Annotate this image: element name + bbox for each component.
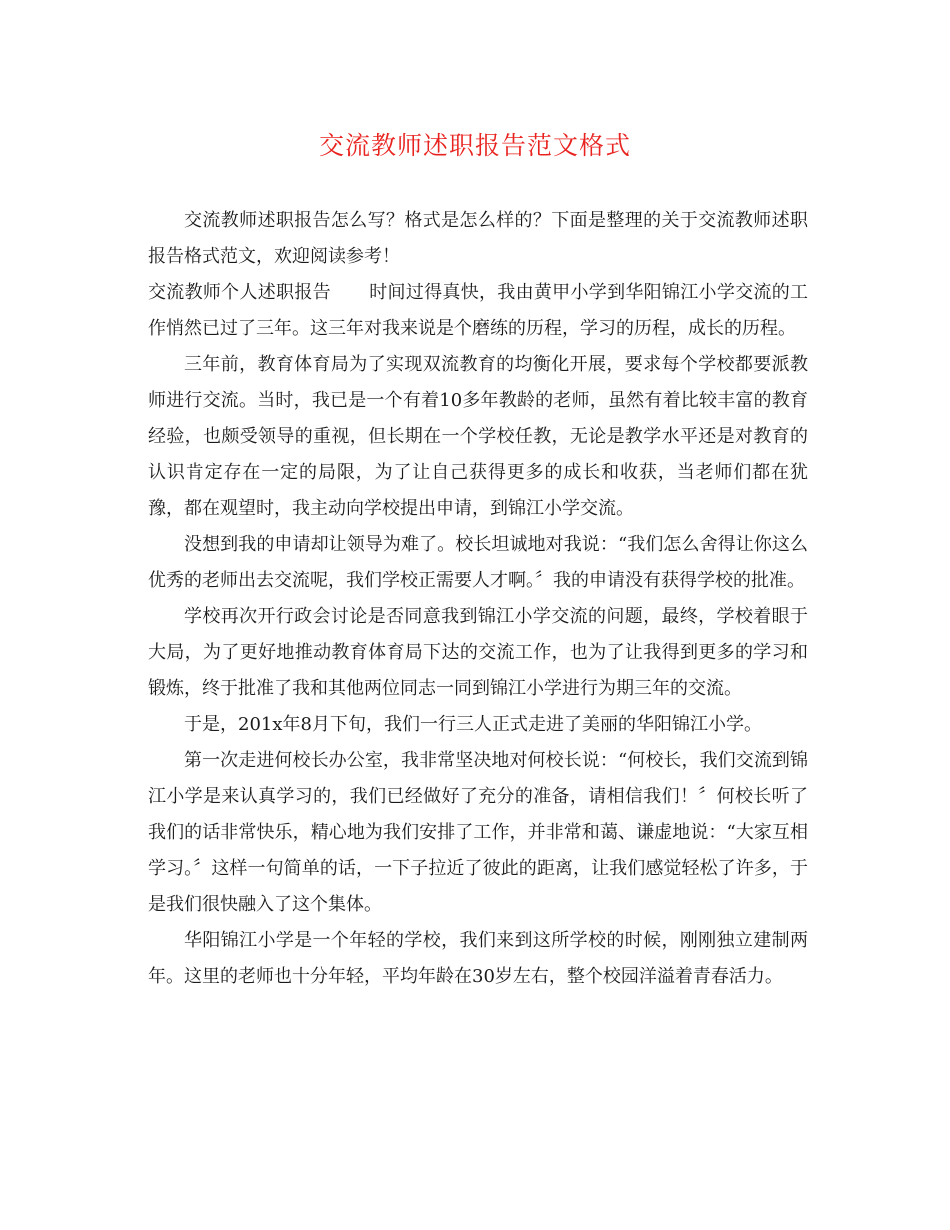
- body-paragraph: 华阳锦江小学是一个年轻的学校，我们来到这所学校的时候，刚刚独立建制两年。这里的老师也十分年轻，平均年龄在30岁左右，整个校园洋溢着青春活力。: [148, 930, 808, 987]
- intro-paragraph: 交流教师述职报告怎么写？格式是怎么样的？下面是整理的关于交流教师述职报告格式范文，欢迎阅读参考！: [148, 210, 808, 267]
- body-paragraph: 三年前，教育体育局为了实现双流教育的均衡化开展，要求每个学校都要派教师进行交流。当时，我已是一个有着10多年教龄的老师，虽然有着比较丰富的教育经验，也颇受领导的重视，但长期在一个学校任教，无论是教学水平还是对教育的认识肯定存在一定的局限，为了让自己获得更多的成长和收获，当老师们都在犹豫，都在观望时，我主动向学校提出申请，到锦江小学交流。: [148, 354, 808, 519]
- section-paragraph: [148, 275, 808, 347]
- body-paragraph: 第一次走进何校长办公室，我非常坚决地对何校长说：“何校长，我们交流到锦江小学是来认真学习的，我们已经做好了充分的准备，请相信我们！〞何校长听了我们的话非常快乐，精心地为我们安排了工作，并非常和蔼、谦虚地说：“大家互相学习。〞这样一句简单的话，一下子拉近了彼此的距离，让我们感觉轻松了许多，于是我们很快融入了这个集体。: [148, 750, 808, 915]
- body-paragraph: 学校再次开行政会讨论是否同意我到锦江小学交流的问题，最终，学校着眼于大局，为了更好地推动教育体育局下达的交流工作，也为了让我得到更多的学习和锻炼，终于批准了我和其他两位同志一同到锦江小学进行为期三年的交流。: [148, 606, 808, 699]
- document-title: 交流教师述职报告范文格式: [318, 131, 631, 160]
- body-paragraph: 没想到我的申请却让领导为难了。校长坦诚地对我说：“我们怎么舍得让你这么优秀的老师出去交流呢，我们学校正需要人才啊。〞我的申请没有获得学校的批准。: [148, 534, 808, 591]
- body-paragraph: 于是，201x年8月下旬，我们一行三人正式走进了美丽的华阳锦江小学。: [184, 714, 762, 735]
- section-first-text: 时间过得真快，我由黄甲小学到华阳锦江小学交流的工作悄然已过了三年。这三年对我来说是个磨练的历程，学习的历程，成长的历程。: [148, 282, 809, 339]
- section-heading: 交流教师个人述职报告: [148, 282, 331, 303]
- document-body: [148, 203, 808, 995]
